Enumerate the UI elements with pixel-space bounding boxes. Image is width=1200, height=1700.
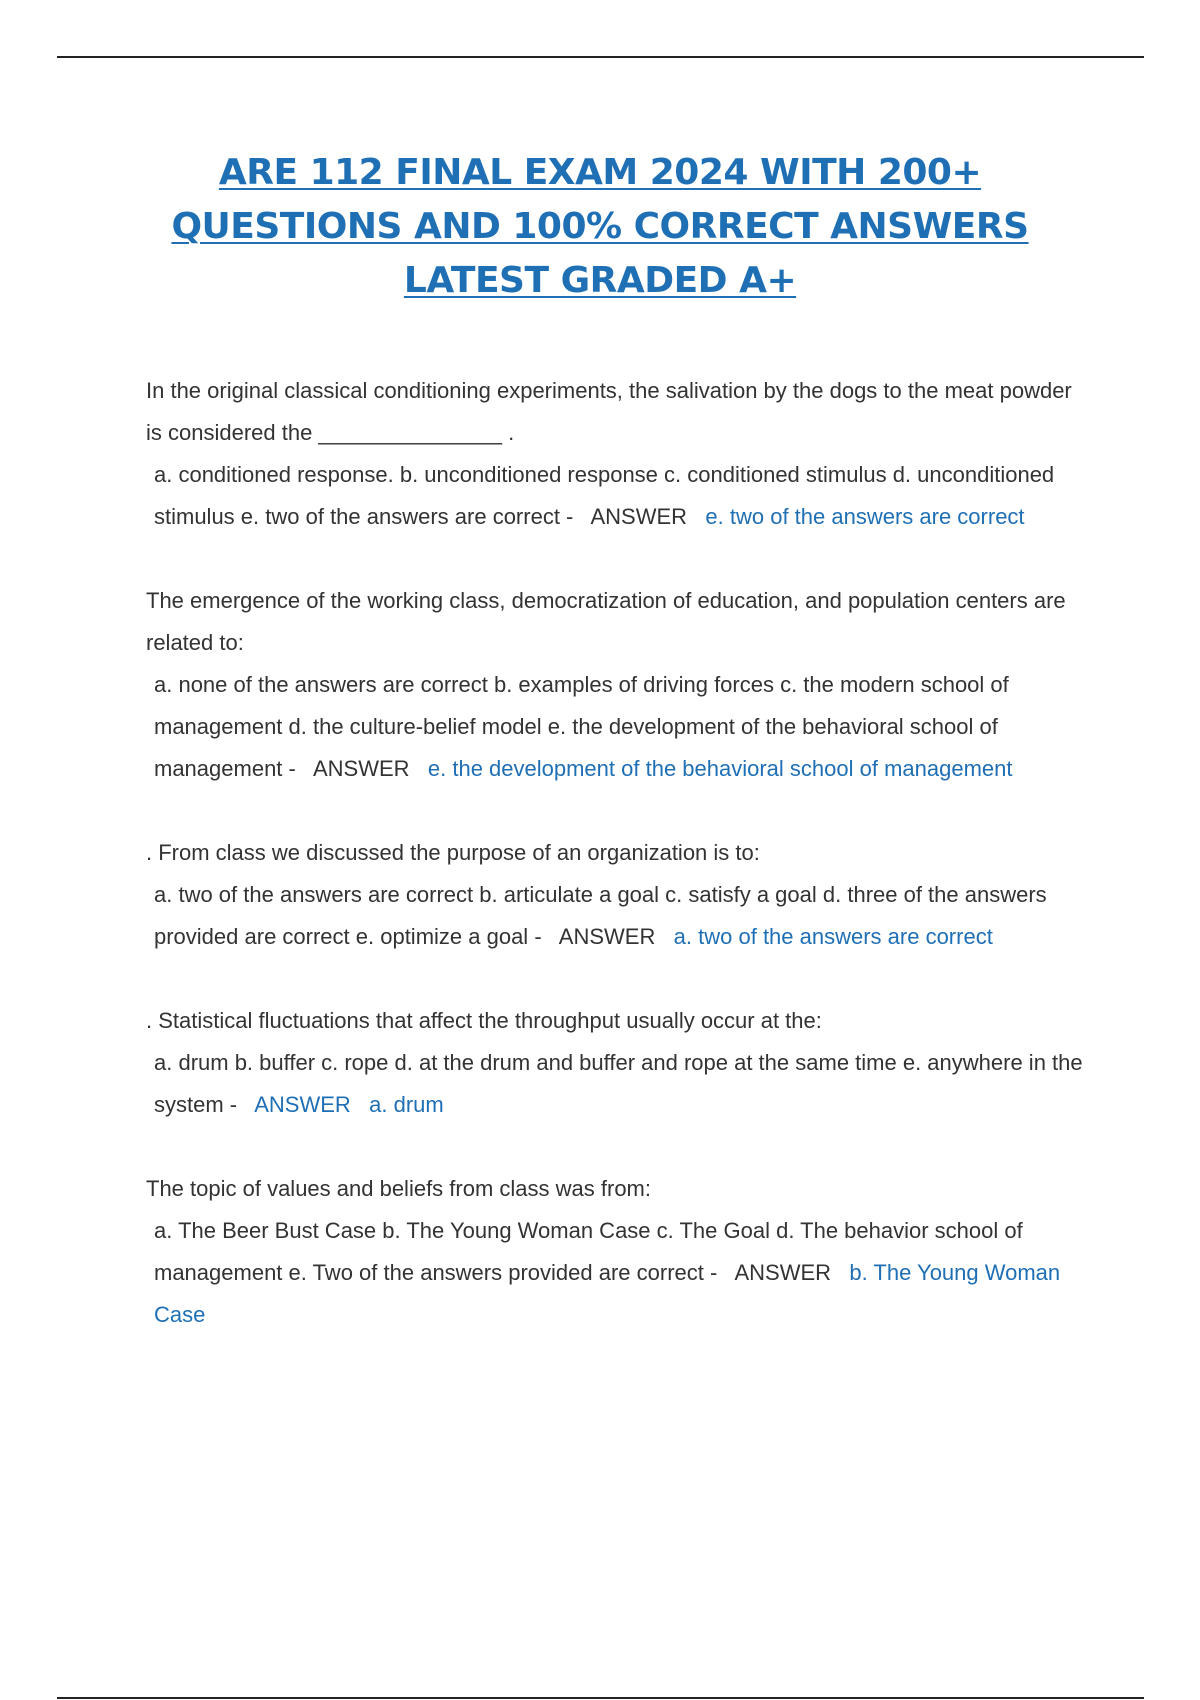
question-item [146,370,1086,538]
question-text: . Statistical fluctuations that affect the throughput usually occur at the: [146,1008,822,1033]
title-line-3: LATEST GRADED A+ [403,260,797,301]
correct-answer: e. two of the answers are correct [705,504,1025,529]
document-title [100,146,1100,308]
answer-label: ANSWER [558,924,656,949]
question-text: The emergence of the working class, democratization of education, and population centers are related to: [146,588,1066,655]
title-line-1: ARE 112 FINAL EXAM 2024 WITH 200+ [218,152,982,193]
answer-label: ANSWER [734,1260,832,1285]
correct-answer: a. drum [369,1092,444,1117]
top-divider [57,56,1144,58]
bottom-divider [57,1697,1144,1699]
separator: - [528,924,559,949]
answer-options: a. two of the answers are correct b. articulate a goal c. satisfy a goal d. three of the answers provided are correct e. optimize a goal - ANSWER a. two of the answers are correct [154,882,1047,949]
correct-answer: e. the development of the behavioral school of management [427,756,1013,781]
question-text: The topic of values and beliefs from class was from: [146,1176,651,1201]
question-item [146,1168,1086,1336]
correct-answer: b. The Young Woman Case [154,1260,1061,1327]
answer-label: ANSWER [254,1092,351,1117]
question-text: In the original classical conditioning experiments, the salivation by the dogs to the meat powder is considered the _______________ . [146,378,1072,445]
question-item [146,832,1086,958]
separator: - [703,1260,735,1285]
answer-label: ANSWER [312,756,410,781]
question-text: . From class we discussed the purpose of an organization is to: [146,840,760,865]
separator: - [559,504,591,529]
question-item [146,580,1086,790]
question-item [146,1000,1086,1126]
correct-answer: a. two of the answers are correct [673,924,993,949]
answer-label: ANSWER [590,504,688,529]
answer-options: a. none of the answers are correct b. examples of driving forces c. the modern school of management d. the culture-belief model e. the development of the behavioral school of management - ANSWER e. the development of the behavioral school of management [154,672,1013,781]
separator: - [223,1092,255,1117]
answer-options: a. The Beer Bust Case b. The Young Woman Case c. The Goal d. The behavior school of management e. Two of the answers provided are correct - ANSWER b. The Young Woman Case [154,1218,1061,1327]
title-line-2: QUESTIONS AND 100% CORRECT ANSWERS [171,206,1029,247]
separator: - [282,756,313,781]
question-list [146,370,1086,1378]
answer-options: a. conditioned response. b. unconditioned response c. conditioned stimulus d. unconditioned stimulus e. two of the answers are correct - ANSWER e. two of the answers are correct [154,462,1055,529]
answer-options: a. drum b. buffer c. rope d. at the drum and buffer and rope at the same time e. anywhere in the system - ANSWER a. drum [154,1050,1083,1117]
